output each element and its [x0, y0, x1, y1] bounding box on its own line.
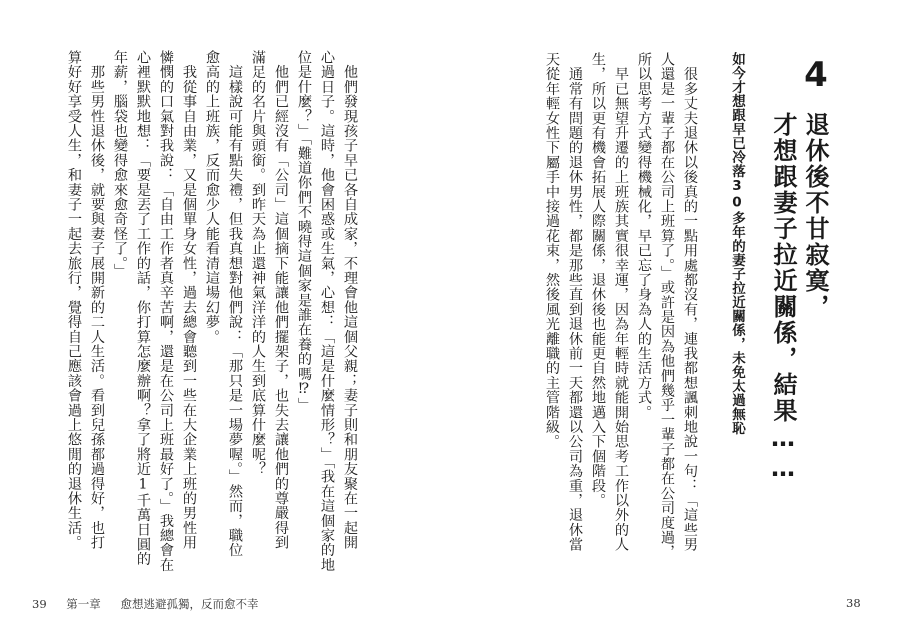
chapter-title-line: 才想跟妻子拉近關係，結果……: [769, 112, 797, 484]
text-column: 憐憫的口氣對我說：「自由工作者真辛苦啊，還是在公司上班最好了。」我總會在: [158, 50, 174, 573]
text-column: 通常有問題的退休男性，都是那些直到退休前一天都還以公司為重，退休當: [567, 52, 583, 552]
running-title: 愈想逃避孤獨，反而愈不幸: [120, 597, 259, 611]
chapter-title-line: 退休後不甘寂寞，: [801, 112, 829, 320]
text-column: 天從年輕女性下屬手中接過花束，然後風光離職的主管階級。: [544, 52, 560, 449]
text-column: 我從事自由業，又是個單身女性，過去總會聽到一些在大企業上班的男性用: [181, 50, 197, 550]
text-column: 愈高的上班族，反而愈少人能看清這場幻夢。: [204, 50, 220, 344]
text-column: 人還是一輩子都在公司上班算了。」或許是因為他們幾乎一輩子都在公司度過，: [659, 52, 675, 560]
text-column: 生，所以更有機會拓展人際關係，退休後也能更自然地邁入下個階段。: [590, 52, 606, 508]
text-column: 心過日子。這時，他會困惑或生氣，心想：「這是什麼情形？」「我在這個家的地: [319, 50, 335, 573]
text-column: 心裡默默地想：「要是丟了工作的話，你打算怎麼辦啊？拿了將近1千萬日圓的: [135, 50, 151, 567]
text-column: 他們已經沒有「公司」這個摘下能讓他們擺架子，也失去讓他們的尊嚴得到: [273, 50, 289, 550]
text-column: 他們發現孩子早已各自成家，不理會他這個父親；妻子則和朋友聚在一起開: [342, 50, 358, 550]
text-column: 那些男性退休後，就要與妻子展開新的二人生活。看到兒孫都過得好，也打: [89, 50, 105, 550]
text-column: 這樣說可能有點失禮，但我真想對他們說：「那只是一場夢喔。」然而，職位: [227, 50, 243, 558]
text-column: 算好好享受人生，和妻子一起去旅行，覺得自己應該會過上悠閒的退休生活。: [66, 50, 82, 550]
text-column: 所以思考方式變得機械化，早已忘了身為人的生活方式。: [636, 52, 652, 420]
page-number: 39: [32, 597, 47, 611]
chapter-subtitle: 如今才想跟早已冷落30多年的妻子拉近關係，未免太過無恥: [729, 52, 745, 435]
chapter-label: 第一章: [66, 597, 101, 611]
page-number: 38: [846, 596, 861, 610]
text-column: 早已無望升遷的上班族其實很幸運，因為年輕時就能開始思考工作以外的人: [613, 52, 629, 552]
chapter-number: 4: [804, 55, 828, 95]
text-column: 位是什麼？」「難道你們不曉得這個家是誰在養的嗎⁉」: [296, 50, 312, 413]
text-column: 滿足的名片與頭銜。到昨天為止還神氣洋洋的人生到底算什麼呢？: [250, 50, 266, 477]
text-column: 很多丈夫退休以後真的一點用處都沒有，連我都想諷刺地說一句：「這些男: [682, 52, 698, 552]
text-column: 年薪，腦袋也變得愈來愈奇怪了。」: [112, 50, 128, 279]
